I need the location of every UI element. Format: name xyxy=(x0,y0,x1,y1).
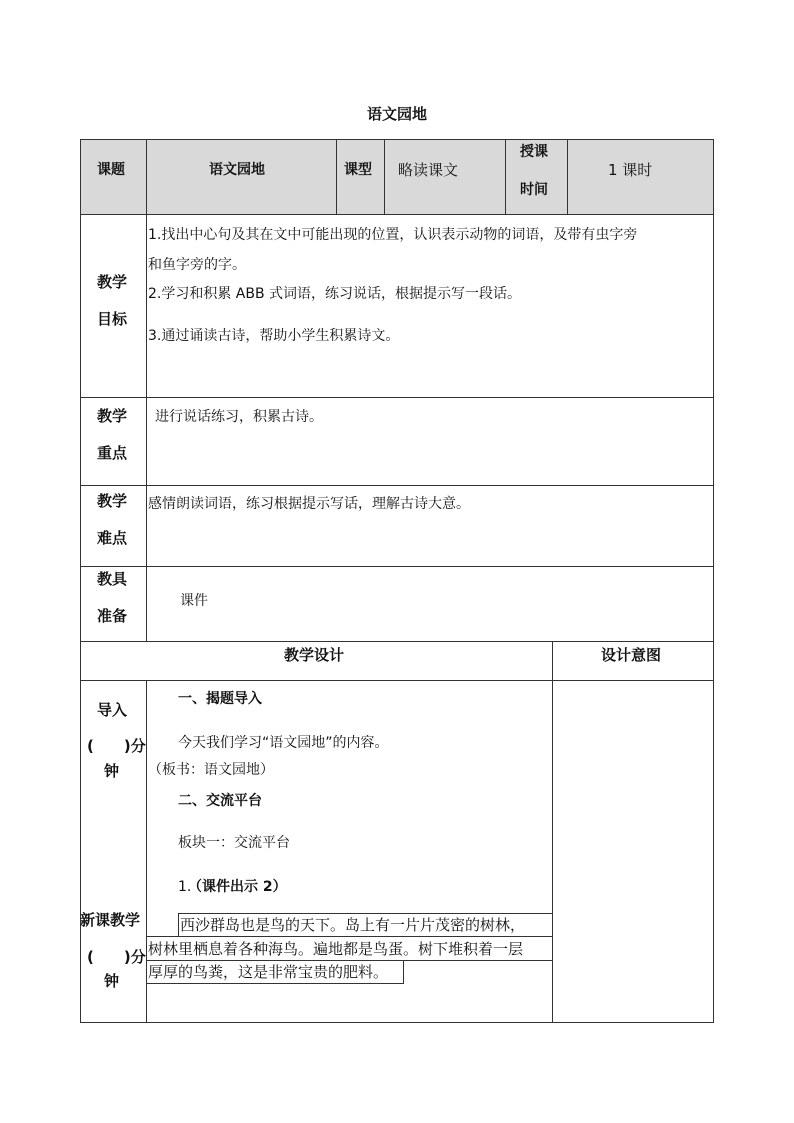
document-title: 语文园地 xyxy=(366,105,427,123)
design-header-left: 教学设计 xyxy=(284,646,345,664)
type-value: 略读课文 xyxy=(398,161,459,179)
design-header-right: 设计意图 xyxy=(601,646,662,664)
intro-label-line2: ( )分 xyxy=(87,737,146,755)
objectives-label-line2: 目标 xyxy=(97,310,128,328)
intro-label-line1: 导入 xyxy=(97,701,128,719)
difficulties-label-line1: 教学 xyxy=(97,492,128,510)
course-value: 语文园地 xyxy=(209,162,265,178)
key-points-label-line1: 教学 xyxy=(97,407,128,425)
intro-label-line3: 钟 xyxy=(104,762,120,780)
passage-line-3: 厚厚的鸟粪，这是非常宝贵的肥料。 xyxy=(148,963,389,981)
header-divider xyxy=(505,139,506,215)
materials-row xyxy=(80,566,714,642)
materials-label-line2: 准备 xyxy=(97,607,128,625)
difficulties-label-line2: 难点 xyxy=(97,529,128,547)
key-points-label-line2: 重点 xyxy=(97,444,128,462)
time-label-line1: 授课 xyxy=(520,144,548,160)
objective-1-line1: 1.找出中心句及其在文中可能出现的位置，认识表示动物的词语，及带有虫字旁 xyxy=(148,227,638,243)
intro-text: 今天我们学习“语文园地”的内容。 xyxy=(178,735,389,751)
section-1-heading: 一、揭题导入 xyxy=(178,691,262,707)
slide-prefix: 1. xyxy=(178,879,192,895)
new-lesson-label-line3: 钟 xyxy=(104,972,120,990)
objectives-label-line1: 教学 xyxy=(97,273,128,291)
passage-line-2: 树林里栖息着各种海鸟。遍地都是鸟蛋。树下堆积着一层 xyxy=(148,940,524,958)
new-lesson-label-line1: 新课教学 xyxy=(80,911,141,929)
new-lesson-label-line2: ( )分 xyxy=(87,948,146,966)
key-points-text: 进行说话练习，积累古诗。 xyxy=(155,409,323,425)
course-label: 课题 xyxy=(97,162,125,178)
header-divider xyxy=(146,139,147,215)
slide-note: （课件出示 2） xyxy=(188,879,287,895)
board-note: （板书：语文园地） xyxy=(148,762,274,778)
objective-3: 3.通过诵读古诗，帮助小学生积累诗文。 xyxy=(148,328,400,344)
header-divider xyxy=(567,139,568,215)
type-label: 课型 xyxy=(344,162,372,178)
time-label-line2: 时间 xyxy=(520,182,548,198)
objective-1-line2: 和鱼字旁的字。 xyxy=(148,257,246,273)
objective-2: 2.学习和积累 ABB 式词语，练习说话，根据提示写一段话。 xyxy=(148,286,522,302)
time-value: 1 课时 xyxy=(608,161,653,179)
materials-label-line1: 教具 xyxy=(97,570,128,588)
header-divider xyxy=(384,139,385,215)
header-divider xyxy=(336,139,337,215)
passage-line-1: 西沙群岛也是鸟的天下。岛上有一片片茂密的树林， xyxy=(180,916,526,934)
section-2-heading: 二、交流平台 xyxy=(178,793,262,809)
block-1-label: 板块一：交流平台 xyxy=(178,835,290,851)
materials-text: 课件 xyxy=(180,593,208,609)
difficulties-text: 感情朗读词语，练习根据提示写话，理解古诗大意。 xyxy=(148,496,470,512)
